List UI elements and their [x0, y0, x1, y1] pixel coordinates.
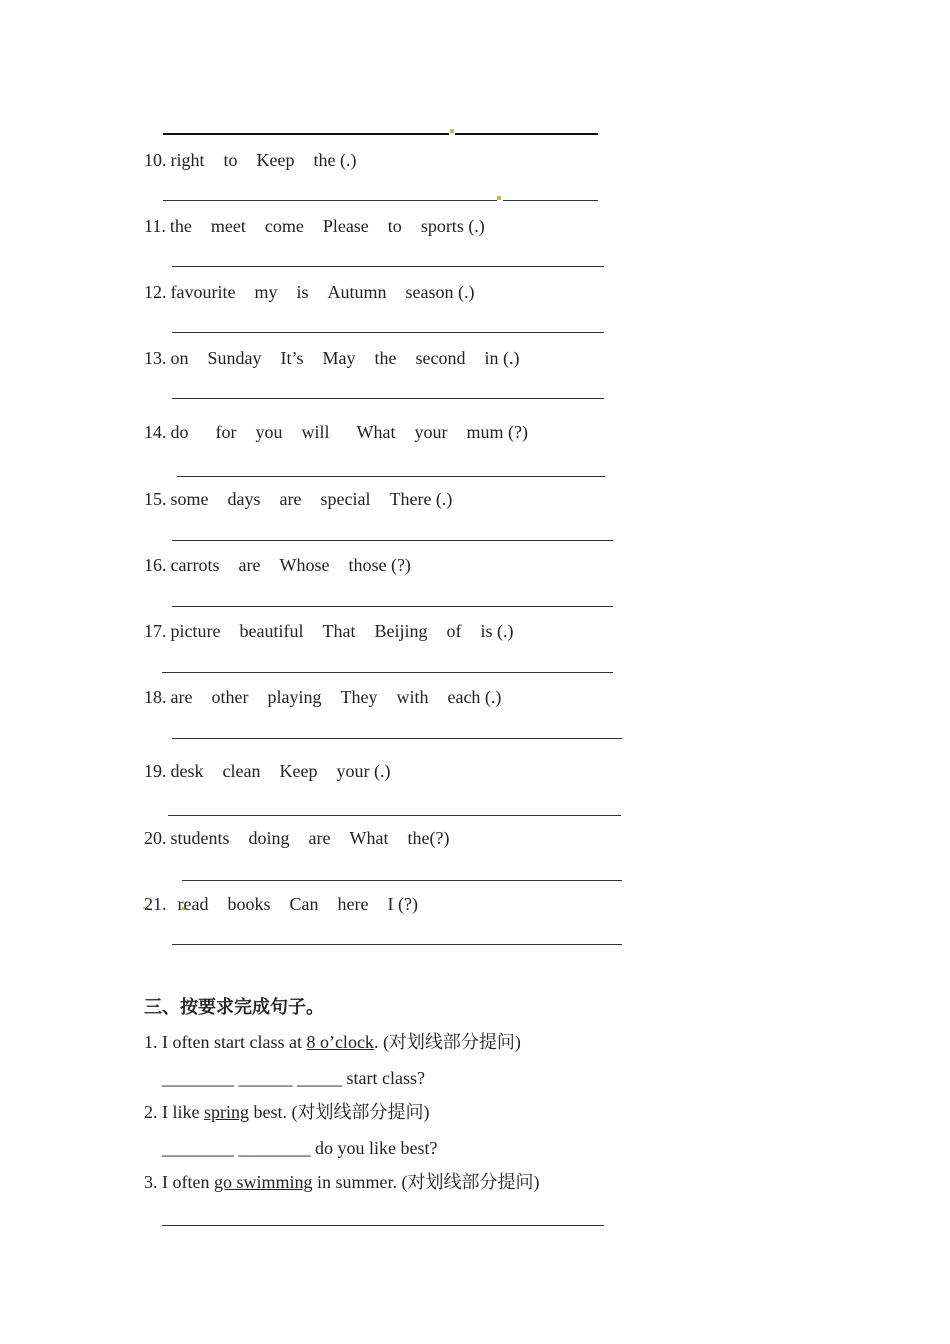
- task-1: 1. I often start class at 8 o’clock. (对划线部分提问): [144, 1032, 521, 1052]
- question-12: 12. favourite my is Autumn season (.): [144, 282, 475, 302]
- answer-line-10b: [503, 200, 598, 201]
- answer-line-17: [162, 672, 613, 673]
- answer-line-top-b: [455, 133, 598, 135]
- task-3: 3. I often go swimming in summer. (对划线部分提问): [144, 1172, 540, 1192]
- question-20: 20. students doing are What the(?): [144, 828, 450, 848]
- answer-line-s3-3: [162, 1225, 604, 1226]
- answer-line-15: [172, 540, 613, 541]
- question-11: 11. the meet come Please to sports (.): [144, 216, 485, 236]
- answer-line-18: [172, 738, 622, 739]
- question-18: 18. are other playing They with each (.): [144, 687, 502, 707]
- answer-line-16: [172, 606, 613, 607]
- question-13: 13. on Sunday It’s May the second in (.): [144, 348, 520, 368]
- section-title: 三、按要求完成句子。: [144, 997, 324, 1018]
- question-21: 21. read books Can here I (?): [144, 894, 418, 914]
- answer-line-14: [177, 476, 605, 477]
- answer-line-20: [182, 880, 622, 881]
- task-2-answer: ________ ________ do you like best?: [162, 1138, 438, 1158]
- question-19: 19. desk clean Keep your (.): [144, 761, 391, 781]
- task-2: 2. I like spring best. (对划线部分提问): [144, 1102, 430, 1122]
- answer-line-top: [163, 133, 449, 135]
- question-17: 17. picture beautiful That Beijing of is (.): [144, 621, 514, 641]
- answer-line-13: [172, 398, 604, 399]
- mark: [450, 129, 454, 133]
- answer-line-12: [172, 332, 604, 333]
- answer-line-21: [172, 944, 622, 945]
- question-14: 14. do for you will What your mum (?): [144, 422, 528, 442]
- mark: [497, 196, 501, 200]
- answer-line-11: [172, 266, 604, 267]
- question-10: 10. right to Keep the (.): [144, 150, 357, 170]
- task-1-answer: ________ ______ _____ start class?: [162, 1068, 425, 1088]
- question-16: 16. carrots are Whose those (?): [144, 555, 411, 575]
- answer-line-19: [168, 815, 621, 816]
- question-15: 15. some days are special There (.): [144, 489, 453, 509]
- answer-line-10: [163, 200, 497, 201]
